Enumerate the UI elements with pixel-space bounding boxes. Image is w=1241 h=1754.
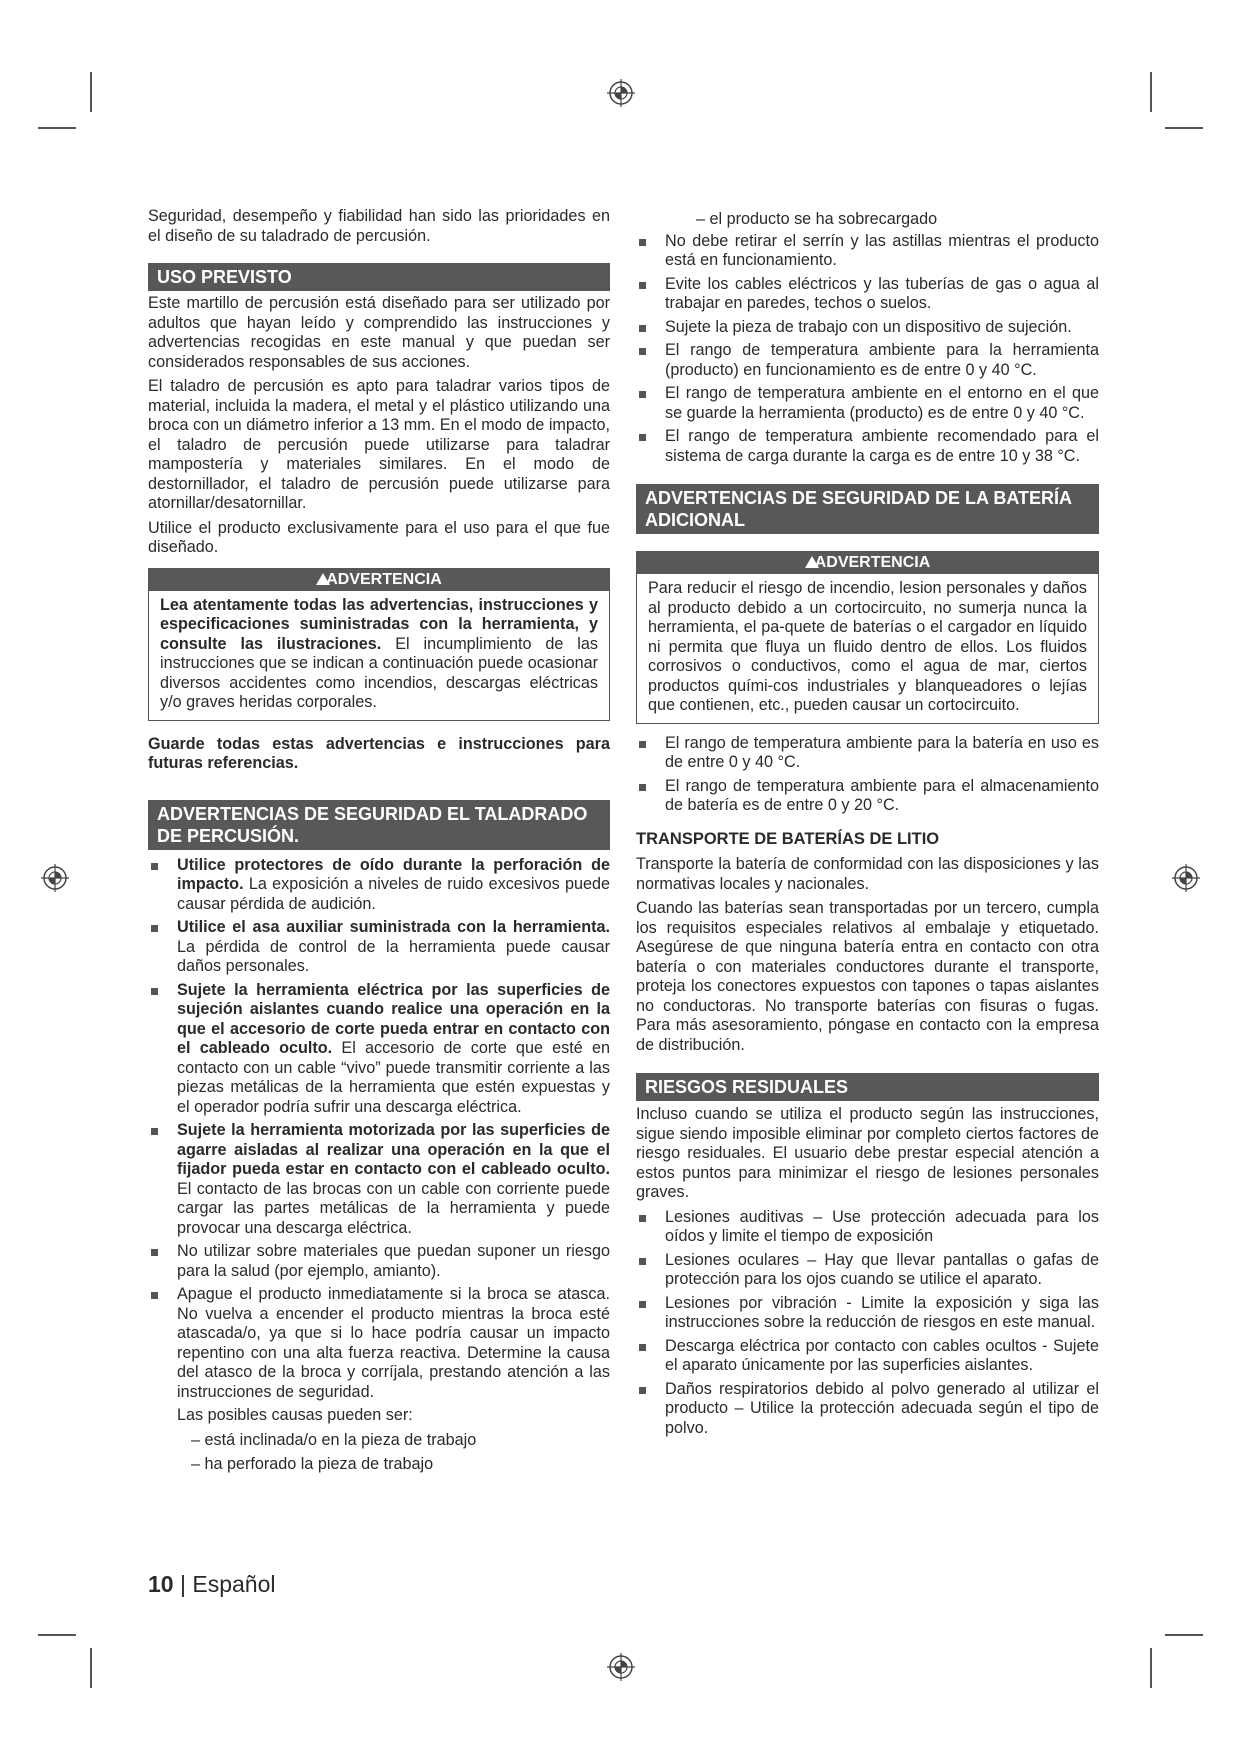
battery-warning-text: Para reducir el riesgo de incendio, lesion personales y daños al producto debido a un cortocircuito, no sumerja nunca la herramienta, el pa-quete de baterías o el cargador en líquido ni permita que fluya un fluido dentro de ellos. Los fluidos corrosivos o conductivos, como el agua de mar, ciertos productos quími-cos industriales y blanqueadores o lejías que contienen, etc., pueden causar un cortocircuito. (648, 579, 1087, 714)
riesgos-list (636, 1208, 1099, 1439)
transporte-paragraph-1: Transporte la batería de conformidad con las disposiciones y las normativas locales y nacionales. (636, 855, 1099, 893)
list-item: Apague el producto inmediatamente si la broca se atasca. No vuelva a encender el producto mientras la broca esté atascada/o, ya que si lo hace podría causar un impacto repentino con una alta fuerza reactiva. Determine la causa del atasco de la broca y corríjala, prestando atención a las instrucciones de seguridad. (148, 1285, 610, 1402)
transporte-heading: TRANSPORTE DE BATERÍAS DE LITIO (636, 829, 940, 848)
uso-paragraph-3: Utilice el producto exclusivamente para el uso para el que fue diseñado. (148, 518, 610, 556)
list-item: Sujete la herramienta eléctrica por las superficies de sujeción aislantes cuando realice una operación en la que el accesorio de corte pueda entrar en contacto con el cableado oculto. El accesorio de corte que esté en contacto con un cable “vivo” puede transmitir corriente a las piezas metálicas de la herramienta que estén expuestas y el operador podría sufrir una descarga eléctrica. (148, 981, 610, 1118)
list-item: No utilizar sobre materiales que puedan suponer un riesgo para la salud (por ejemplo, amianto). (148, 1242, 610, 1281)
section-heading-riesgos: RIESGOS RESIDUALES (636, 1073, 1099, 1101)
section-heading-bateria: ADVERTENCIAS DE SEGURIDAD DE LA BATERÍA ADICIONAL (636, 484, 1099, 534)
crop-mark (38, 127, 76, 129)
list-item: El rango de temperatura ambiente para el almacenamiento de batería es de entre 0 y 20 °C. (636, 777, 1099, 816)
list-item: Utilice protectores de oído durante la perforación de impacto. La exposición a niveles de ruido excesivos puede causar pérdida de audición. (148, 856, 610, 915)
intro-paragraph: Seguridad, desempeño y fiabilidad han sido las prioridades en el diseño de su taladrado de percusión. (148, 207, 610, 245)
uso-paragraph-2: El taladro de percusión es apto para taladrar varios tipos de material, incluida la madera, el metal y el plástico utilizando una broca con un diámetro inferior a 13 mm. En el modo de impacto, el taladro de percusión puede utilizarse para taladrar mampostería y materiales similares. En el modo de destornillador, el taladro de percusión puede utilizarse para atornillar/desatornillar. (148, 377, 610, 512)
warning-text: El incumplimiento de las instrucciones que se indican a continuación puede ocasionar diversos accidentes como incendios, descargas eléctricas y/o graves heridas corporales. (160, 634, 598, 711)
registration-mark-icon (1171, 863, 1201, 893)
crop-mark (1150, 1648, 1152, 1688)
uso-paragraph-1: Este martillo de percusión está diseñado para ser utilizado por adultos que hayan leído y comprendido las instrucciones y advertencias recogidas en este manual y que puedan ser considerados responsables de sus acciones. (148, 294, 610, 371)
guarde-note: Guarde todas estas advertencias e instrucciones para futuras referencias. (148, 734, 610, 772)
list-item: Utilice el asa auxiliar suministrada con la herramienta. La pérdida de control de la herramienta puede causar daños personales. (148, 918, 610, 977)
list-item: El rango de temperatura ambiente para la batería en uso es de entre 0 y 40 °C. (636, 734, 1099, 773)
list-item: Evite los cables eléctricos y las tuberías de gas o agua al trabajar en paredes, techos o suelos. (636, 275, 1099, 314)
list-item: Lesiones auditivas – Use protección adecuada para los oídos y limite el tiempo de exposición (636, 1208, 1099, 1247)
causa-item: – el producto se ha sobrecargado (696, 210, 938, 228)
list-item: El rango de temperatura ambiente en el entorno en el que se guarde la herramienta (producto) es de entre 0 y 40 °C. (636, 384, 1099, 423)
warning-triangle-icon (316, 573, 330, 585)
warning-triangle-icon (805, 556, 819, 568)
warning-title: ADVERTENCIA (149, 569, 609, 591)
section-heading-uso-previsto: USO PREVISTO (148, 263, 610, 291)
causa-item: – está inclinada/o en la pieza de trabajo (191, 1430, 477, 1449)
page-footer (148, 1571, 275, 1598)
list-item: No debe retirar el serrín y las astillas mientras el producto está en funcionamiento. (636, 232, 1099, 271)
list-item: El rango de temperatura ambiente para la herramienta (producto) en funcionamiento es de entre 0 y 40 °C. (636, 341, 1099, 380)
left-column (148, 207, 610, 1480)
crop-mark (38, 1634, 76, 1636)
page-number: 10 (148, 1571, 174, 1597)
right-safety-list (636, 232, 1099, 467)
list-item: Sujete la pieza de trabajo con un dispositivo de sujeción. (636, 318, 1099, 338)
list-item: El rango de temperatura ambiente recomendado para el sistema de carga durante la carga es de entre 10 y 38 °C. (636, 427, 1099, 466)
causas-intro: Las posibles causas pueden ser: (177, 1406, 413, 1424)
footer-language: Español (192, 1571, 276, 1597)
section-heading-seguridad-taladro: ADVERTENCIAS DE SEGURIDAD EL TALADRADO DE PERCUSIÓN. (148, 800, 610, 850)
warning-title: ADVERTENCIA (637, 552, 1098, 574)
registration-mark-icon (40, 863, 70, 893)
battery-warning-box (636, 551, 1099, 724)
battery-list (636, 734, 1099, 816)
registration-mark-icon (606, 1652, 636, 1682)
list-item: Descarga eléctrica por contacto con cables ocultos - Sujete el aparato únicamente por las superficies aislantes. (636, 1337, 1099, 1376)
footer-separator: | (179, 1571, 186, 1597)
list-item: Lesiones oculares – Hay que llevar pantallas o gafas de protección para los ojos cuando se utilice el aparato. (636, 1251, 1099, 1290)
list-item: Lesiones por vibración - Limite la exposición y siga las instrucciones sobre la reducción de riesgos en este manual. (636, 1294, 1099, 1333)
list-item: Daños respiratorios debido al polvo generado al utilizar el producto – Utilice la protección adecuada según el tipo de polvo. (636, 1380, 1099, 1439)
warning-bold-text: Lea atentamente todas las advertencias, instrucciones y especificaciones suministradas con la herramienta, y consulte las ilustraciones. (160, 595, 598, 653)
transporte-paragraph-2: Cuando las baterías sean transportadas por un tercero, cumpla los requisitos especiales relativos al embalaje y etiquetado. Asegúrese de que ninguna batería entra en contacto con otra batería o con materiales conductores durante el transporte, proteja los conectores expuestos con tapones o tapas aislantes no conductoras. No transporte baterías con fisuras o fugas. Para más asesoramiento, póngase en contacto con la empresa de distribución. (636, 899, 1099, 1054)
crop-mark (1165, 1634, 1203, 1636)
taladro-safety-list (148, 856, 610, 1403)
crop-mark (90, 72, 92, 112)
right-column (636, 210, 1099, 1442)
registration-mark-icon (606, 78, 636, 108)
crop-mark (1165, 127, 1203, 129)
list-item: Sujete la herramienta motorizada por las superficies de agarre aisladas al realizar una operación en la que el fijador pueda estar en contacto con el cableado oculto. El contacto de las brocas con un cable con corriente puede cargar las partes metálicas de la herramienta y puede provocar una descarga eléctrica. (148, 1121, 610, 1238)
crop-mark (90, 1648, 92, 1688)
causa-item: – ha perforado la pieza de trabajo (191, 1455, 434, 1473)
warning-box (148, 568, 610, 721)
riesgos-paragraph: Incluso cuando se utiliza el producto según las instrucciones, sigue siendo imposible eliminar por completo ciertos factores de riesgo residuales. El usuario debe prestar especial atención a estos puntos para minimizar el riesgo de lesiones personales graves. (636, 1105, 1099, 1201)
crop-mark (1150, 72, 1152, 112)
